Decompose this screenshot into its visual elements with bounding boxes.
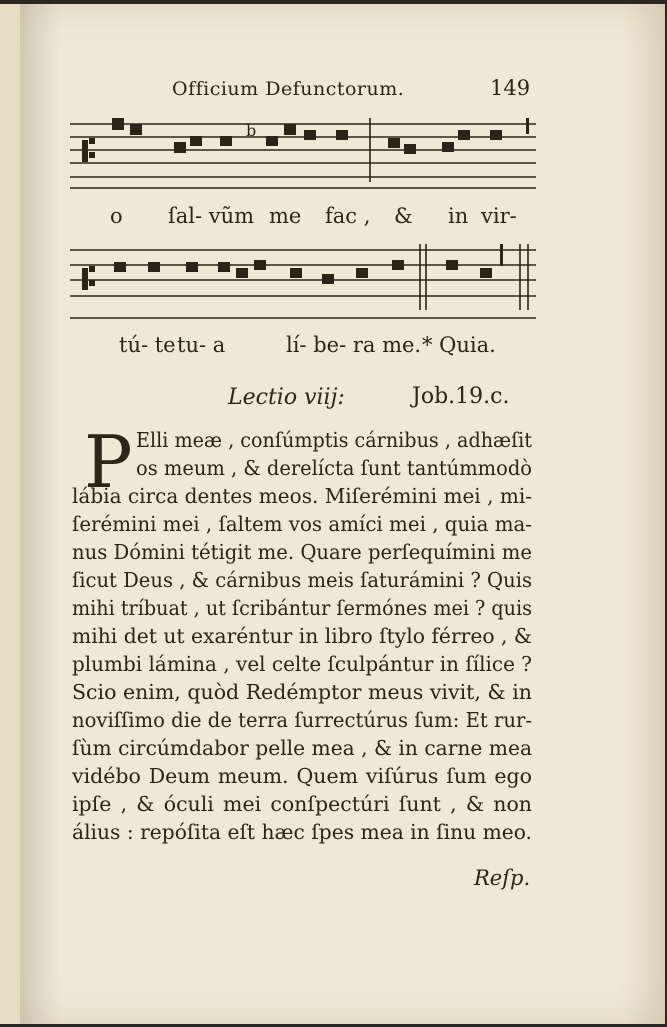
svg-text:b: b [246, 121, 257, 140]
drop-cap: P [84, 420, 133, 504]
text-line: álius : repóſita eſt hæc ſpes mea in ſinu meo. [72, 820, 532, 844]
text-line: Elli meæ , conſúmptis cárnibus , adhæſit [136, 428, 532, 452]
lyric-syllable: & [394, 204, 413, 228]
text-line: Scio enim, quòd Redémptor meus vivit, & in [72, 680, 532, 704]
text-line: ſicut Deus , & cárnibus meis ſaturámini ? Quis [72, 568, 532, 592]
page-number: 149 [490, 76, 531, 100]
text-line: mihi tríbuat , ut ſcribántur ſermónes mei ? quis [72, 596, 532, 620]
text-line: ſerémini mei , ſaltem vos amíci mei , quia ma- [72, 512, 532, 536]
lyric-syllable: * Quia. [422, 333, 496, 357]
lectio-title: Lectio viij: [228, 385, 345, 410]
scripture-reference: Job.19.c. [412, 384, 510, 409]
text-line: nus Dómini tétigit me. Quare perſequímini me [72, 540, 532, 564]
lyric-syllable: fac , [325, 204, 371, 228]
lyric-syllable: me [269, 204, 302, 228]
lyric-syllable: ſal- vũm [168, 204, 255, 228]
text-line: os meum , & derelícta ſunt tantúmmodò [136, 456, 532, 480]
chant-staff-2 [70, 240, 536, 322]
text-line: noviſſimo die de terra ſurrectúrus ſum: Et rur- [72, 708, 532, 732]
catchword: Reſp. [474, 866, 531, 890]
lyric-syllable: vir- [481, 204, 517, 228]
text-line: ipſe , & óculi mei conſpectúri ſunt , & non [72, 792, 532, 816]
text-line: mihi det ut exaréntur in libro ſtylo férreo , & [72, 624, 532, 648]
lyric-syllable: lí- be- ra me. [286, 333, 422, 357]
text-line: ſùm circúmdabor pelle mea , & in carne mea [72, 736, 532, 760]
lyric-syllable: o [110, 204, 123, 228]
chant-staff-1 [70, 112, 536, 192]
text-line: vidébo Deum meum. Quem viſúrus ſum ego [72, 764, 532, 788]
running-head: Officium Defunctorum. [172, 78, 405, 100]
lyric-syllable: in [448, 204, 469, 228]
lyric-syllable: tu- a [177, 333, 226, 357]
lyric-syllable: tú- te [119, 333, 176, 357]
text-line: lábia circa dentes meos. Miſerémini mei , mi- [72, 484, 532, 508]
text-line: plumbi lámina , vel celte ſculpántur in ſílice ? [72, 652, 532, 676]
